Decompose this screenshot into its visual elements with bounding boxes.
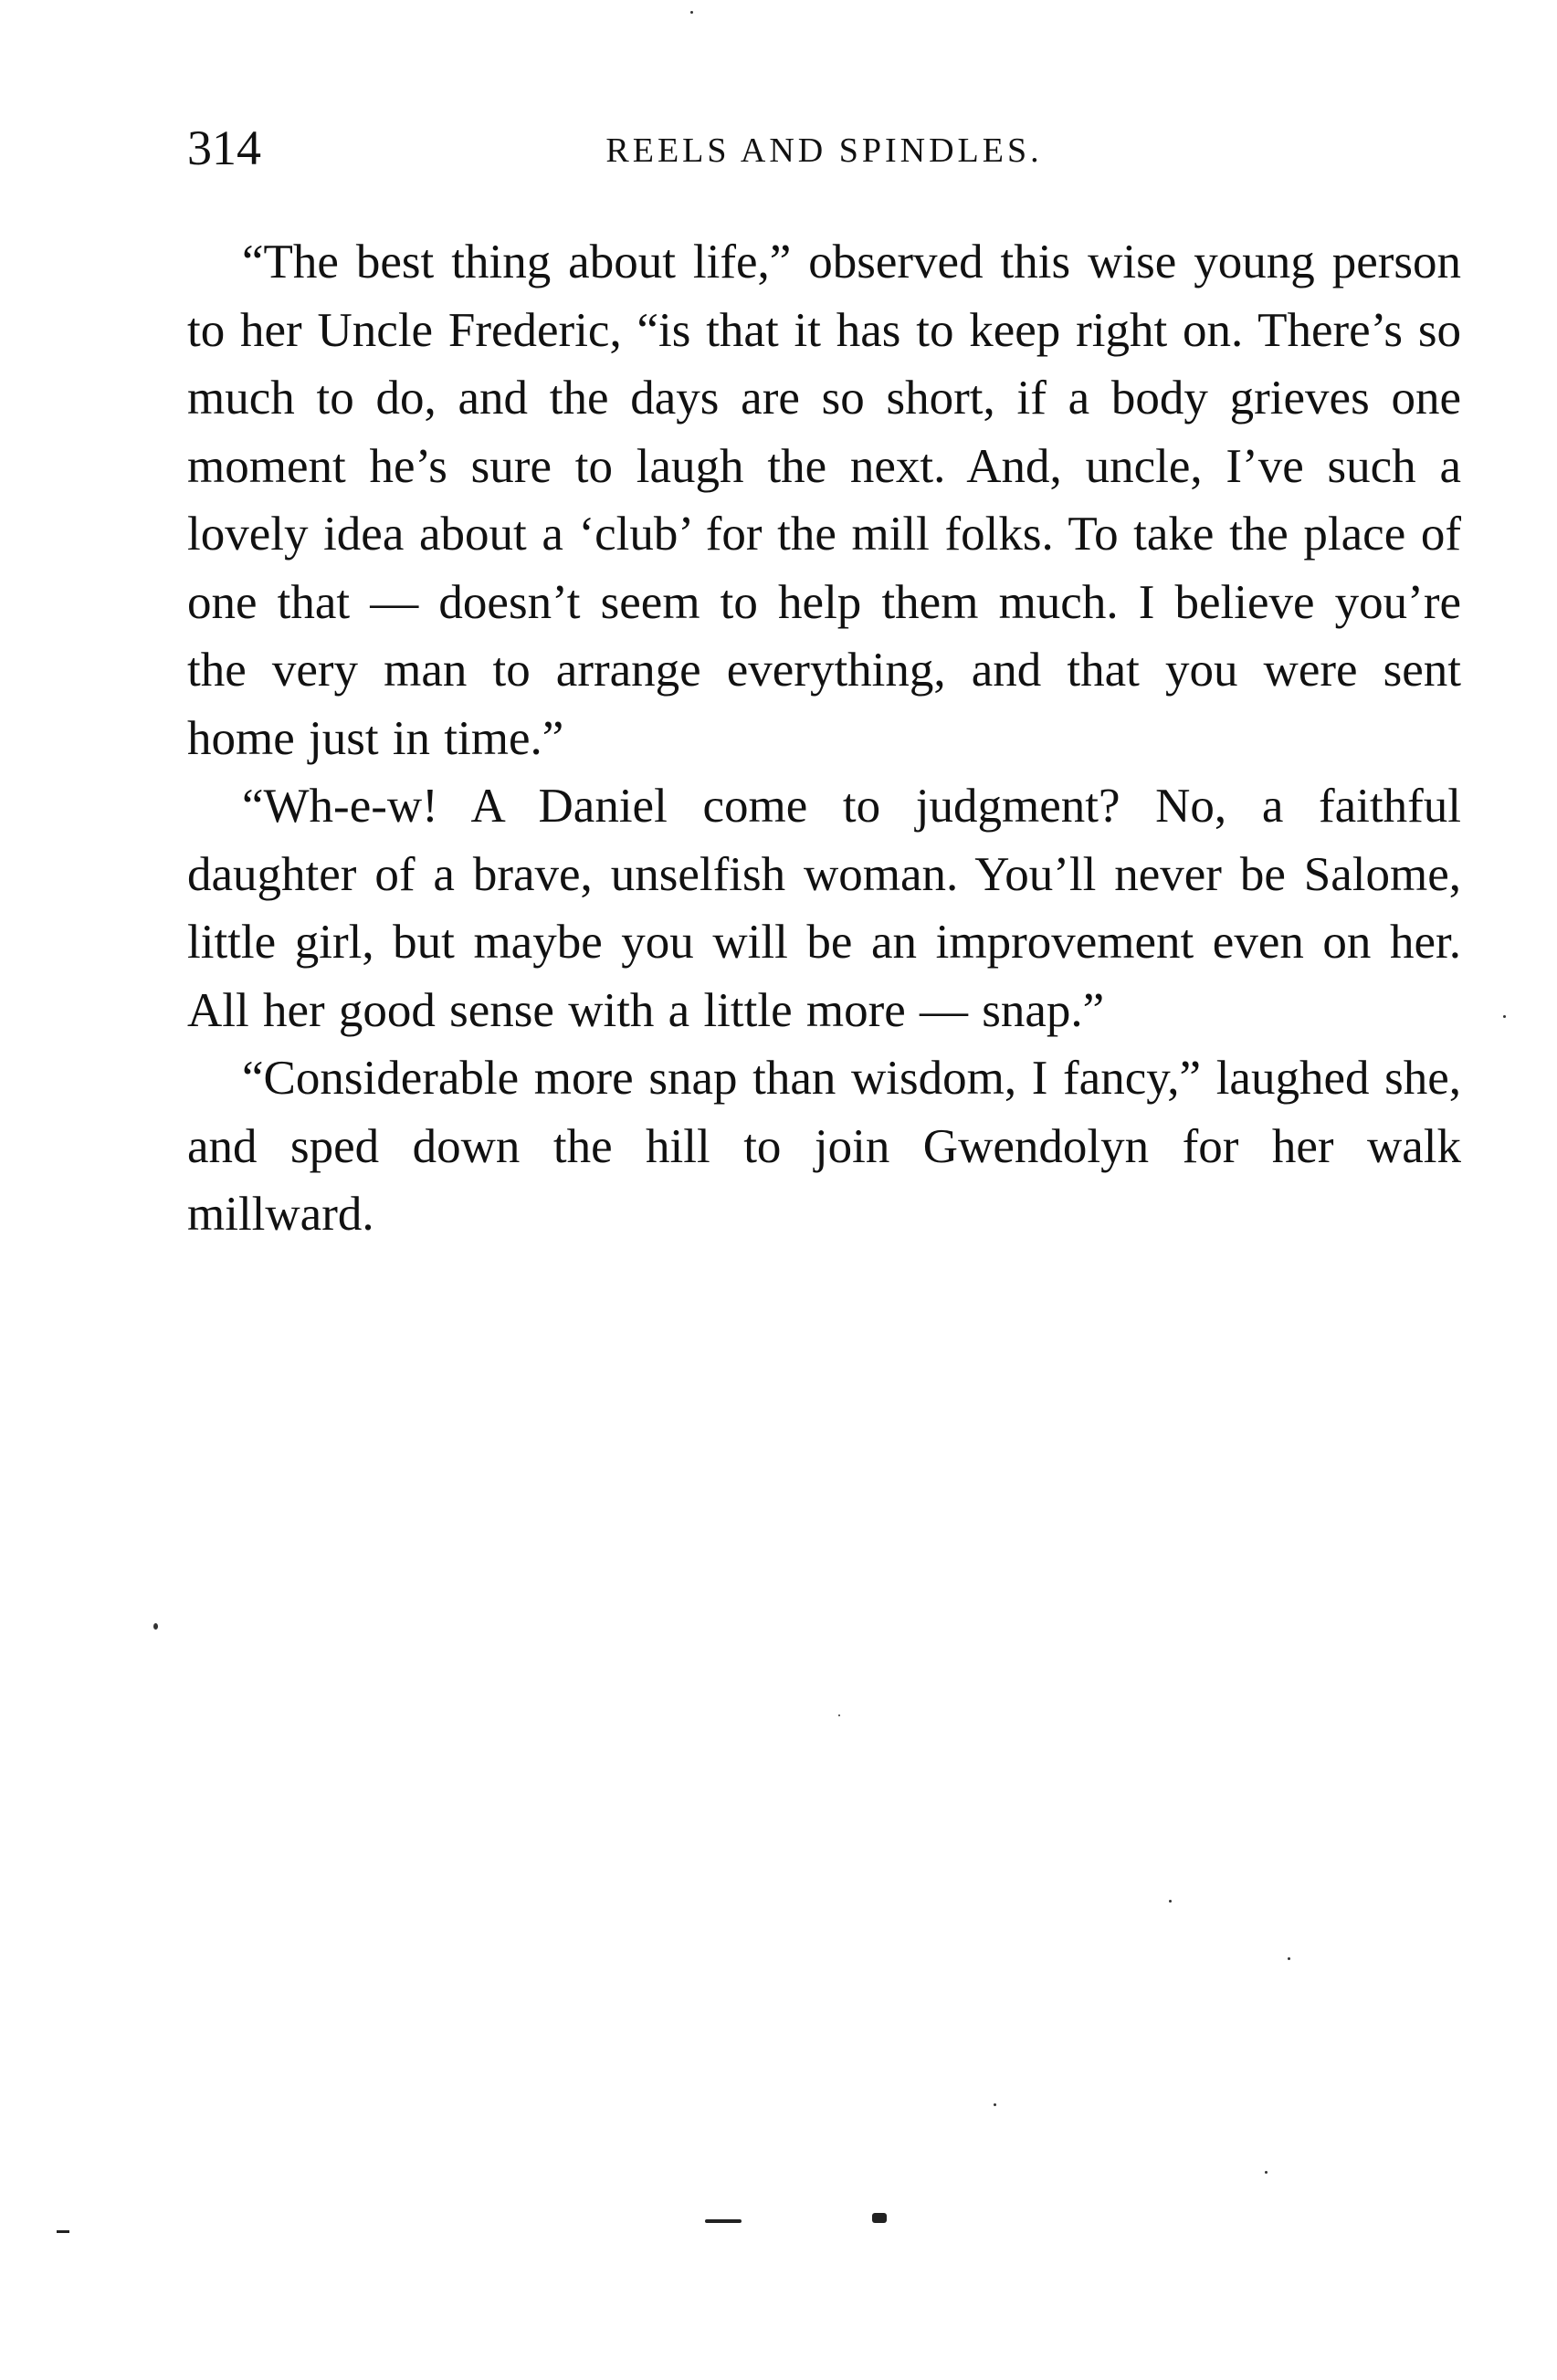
scan-speck bbox=[1288, 1957, 1290, 1960]
body-text bbox=[187, 228, 1461, 1249]
scan-smudge bbox=[57, 2230, 69, 2233]
paragraph-3: “Considerable more snap than wisdom, I fancy,” laughed she, and sped down the hill to join Gwendolyn for her walk millward. bbox=[187, 1052, 1461, 1241]
scan-smudge bbox=[705, 2219, 742, 2223]
scan-speck bbox=[1265, 2171, 1268, 2174]
scan-smudge bbox=[872, 2213, 887, 2223]
scan-speck bbox=[690, 11, 693, 14]
page-number: 314 bbox=[187, 121, 261, 175]
scan-speck bbox=[1503, 1015, 1506, 1018]
paragraph-1: “The best thing about life,” observed this wise young person to her Uncle Frederic, “is that it has to keep right on. There’s so much to do, and the days are so short, if a body grieves one moment he’s sure to laugh the next. And, uncle, I’ve such a lovely idea about a ‘club’ for the mill folks. To take the place of one that — doesn’t seem to help them much. I believe you’re the very man to arrange everything, and that you were sent home just in time.” bbox=[187, 236, 1461, 765]
paragraph-2: “Wh-e-w! A Daniel come to judgment? No, a faithful daughter of a brave, unselfish woman. You’ll never be Salome, little girl, but maybe you will be an improvement even on her. All her good sense with a little more — snap.” bbox=[187, 780, 1461, 1037]
scan-speck bbox=[1169, 1900, 1172, 1903]
scan-speck bbox=[994, 2103, 996, 2106]
page-header bbox=[187, 121, 1461, 175]
running-title: REELS AND SPINDLES. bbox=[605, 131, 1043, 170]
scan-speck bbox=[838, 1714, 840, 1716]
scan-speck bbox=[153, 1623, 158, 1630]
